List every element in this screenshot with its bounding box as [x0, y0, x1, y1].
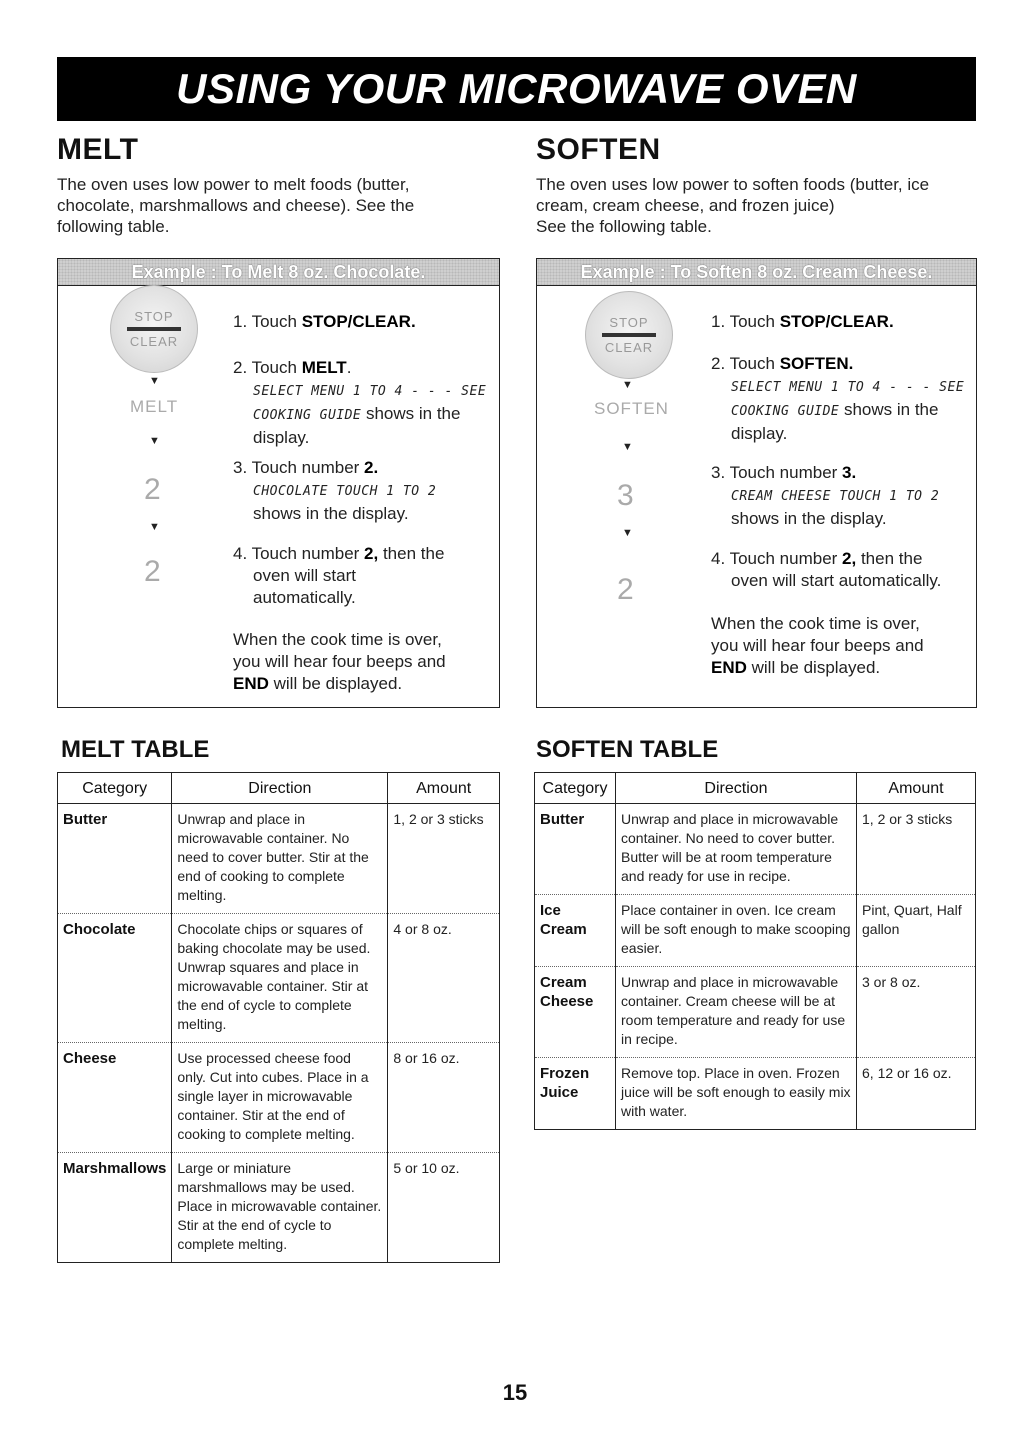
amount-cell: 6, 12 or 16 oz. [857, 1058, 976, 1130]
direction-cell: Unwrap and place in microwavable container. No need to cover butter. Stir at the end of cooking to complete melting. [172, 804, 388, 914]
soften-table [534, 772, 976, 1130]
category-cell: Ice Cream [535, 895, 616, 967]
soften-table-title: SOFTEN TABLE [536, 736, 719, 763]
melt-table-title: MELT TABLE [61, 736, 210, 763]
table-row [535, 1058, 976, 1130]
table-row [535, 804, 976, 895]
lcd-display-text: COOKING GUIDE [731, 404, 840, 419]
direction-cell: Large or miniature marshmallows may be used. Place in microwavable container. Stir at the end of cycle to complete melting. [172, 1153, 388, 1263]
melt-step-2: 2. Touch MELT. SELECT MENU 1 TO 4 - - - SEE COOKING GUIDE shows in the display. [233, 358, 487, 447]
number-key-icon: 2 [617, 573, 634, 606]
stop-clear-key-icon [110, 285, 198, 373]
lcd-display-text: COOKING GUIDE [253, 408, 362, 423]
table-header-row [58, 773, 500, 804]
direction-cell: Unwrap and place in microwavable container. No need to cover butter. Butter will be at room temperature and ready for use in recipe. [616, 804, 857, 895]
arrow-down-icon: ▼ [622, 441, 633, 453]
melt-step-1: 1. Touch STOP/CLEAR. [233, 312, 416, 331]
category-cell: Frozen Juice [535, 1058, 616, 1130]
table-row [58, 1153, 500, 1263]
soften-end-note: When the cook time is over, you will hear four beeps and END will be displayed. [711, 614, 924, 677]
amount-cell: 3 or 8 oz. [857, 967, 976, 1058]
column-header: Amount [857, 773, 976, 804]
amount-cell: 1, 2 or 3 sticks [388, 804, 500, 914]
soften-intro: The oven uses low power to soften foods (butter, ice cream, cream cheese, and frozen juice) [536, 175, 930, 215]
amount-cell: 4 or 8 oz. [388, 914, 500, 1043]
clear-label: CLEAR [604, 340, 654, 355]
direction-cell: Use processed cheese food only. Cut into cubes. Place in a single layer in microwavable container. Stir at the end of cooking to complete melting. [172, 1043, 388, 1153]
amount-cell: 1, 2 or 3 sticks [857, 804, 976, 895]
soften-step-3: 3. Touch number 3. CREAM CHEESE TOUCH 1 TO 2 shows in the display. [711, 463, 940, 528]
melt-end-note: When the cook time is over, you will hear four beeps and END will be displayed. [233, 630, 446, 693]
page-number: 15 [502, 1380, 528, 1405]
melt-key-icon: MELT [130, 397, 179, 416]
arrow-down-icon: ▼ [149, 521, 160, 533]
amount-cell: Pint, Quart, Half gallon [857, 895, 976, 967]
soften-intro-2: See the following table. [536, 217, 712, 236]
soften-step-1: 1. Touch STOP/CLEAR. [711, 312, 894, 331]
lcd-display-text: SELECT MENU 1 TO 4 - - - SEE [731, 380, 965, 395]
clear-label: CLEAR [129, 334, 179, 349]
arrow-down-icon: ▼ [149, 375, 160, 387]
category-cell: Chocolate [58, 914, 172, 1043]
number-key-icon: 2 [144, 473, 161, 506]
column-header: Amount [388, 773, 500, 804]
soften-title: SOFTEN [536, 133, 661, 166]
melt-intro: The oven uses low power to melt foods (butter, chocolate, marshmallows and cheese). See the following table. [57, 175, 415, 236]
number-key-icon: 3 [617, 479, 634, 512]
lcd-display-text: SELECT MENU 1 TO 4 - - - SEE [253, 384, 487, 399]
melt-example-box [57, 258, 500, 708]
stop-label: STOP [609, 315, 649, 330]
soften-example-box [536, 258, 977, 708]
banner-title: USING YOUR MICROWAVE OVEN [176, 65, 857, 112]
column-header: Category [535, 773, 616, 804]
lcd-display-text: CHOCOLATE TOUCH 1 TO 2 [253, 484, 437, 499]
soften-key-icon: SOFTEN [594, 399, 669, 418]
melt-step-4: 4. Touch number 2, then the oven will start automatically. [233, 544, 445, 607]
melt-table [57, 772, 500, 1263]
table-row [58, 914, 500, 1043]
soften-step-4: 4. Touch number 2, then the oven will start automatically. [711, 549, 942, 590]
amount-cell: 8 or 16 oz. [388, 1043, 500, 1153]
arrow-down-icon: ▼ [622, 379, 633, 391]
arrow-down-icon: ▼ [149, 435, 160, 447]
column-header: Direction [172, 773, 388, 804]
column-header: Category [58, 773, 172, 804]
category-cell: Marshmallows [58, 1153, 172, 1263]
stop-divider [127, 327, 181, 331]
direction-cell: Remove top. Place in oven. Frozen juice will be soft enough to easily mix with water. [616, 1058, 857, 1130]
direction-cell: Unwrap and place in microwavable container. Cream cheese will be at room temperature and ready for use in recipe. [616, 967, 857, 1058]
table-row [58, 1043, 500, 1153]
stop-label: STOP [134, 309, 174, 324]
lcd-display-text: CREAM CHEESE TOUCH 1 TO 2 [731, 489, 940, 504]
soften-step-2: 2. Touch SOFTEN. SELECT MENU 1 TO 4 - - - SEE COOKING GUIDE shows in the display. [711, 354, 965, 443]
direction-cell: Place container in oven. Ice cream will be soft enough to make scooping easier. [616, 895, 857, 967]
category-cell: Butter [535, 804, 616, 895]
melt-step-3: 3. Touch number 2. CHOCOLATE TOUCH 1 TO 2 shows in the display. [233, 458, 437, 523]
page-banner [57, 57, 976, 121]
category-cell: Cheese [58, 1043, 172, 1153]
table-row [535, 967, 976, 1058]
soften-example-title: Example : To Soften 8 oz. Cream Cheese. [537, 259, 976, 286]
amount-cell: 5 or 10 oz. [388, 1153, 500, 1263]
arrow-down-icon: ▼ [622, 527, 633, 539]
column-header: Direction [616, 773, 857, 804]
table-row [58, 804, 500, 914]
stop-clear-key-icon [585, 291, 673, 379]
category-cell: Butter [58, 804, 172, 914]
table-header-row [535, 773, 976, 804]
number-key-icon: 2 [144, 555, 161, 588]
melt-example-title: Example : To Melt 8 oz. Chocolate. [58, 259, 499, 286]
direction-cell: Chocolate chips or squares of baking chocolate may be used. Unwrap squares and place in microwavable container. Stir at the end of cycle to complete melting. [172, 914, 388, 1043]
stop-divider [602, 333, 656, 337]
category-cell: Cream Cheese [535, 967, 616, 1058]
melt-title: MELT [57, 133, 139, 166]
table-row [535, 895, 976, 967]
